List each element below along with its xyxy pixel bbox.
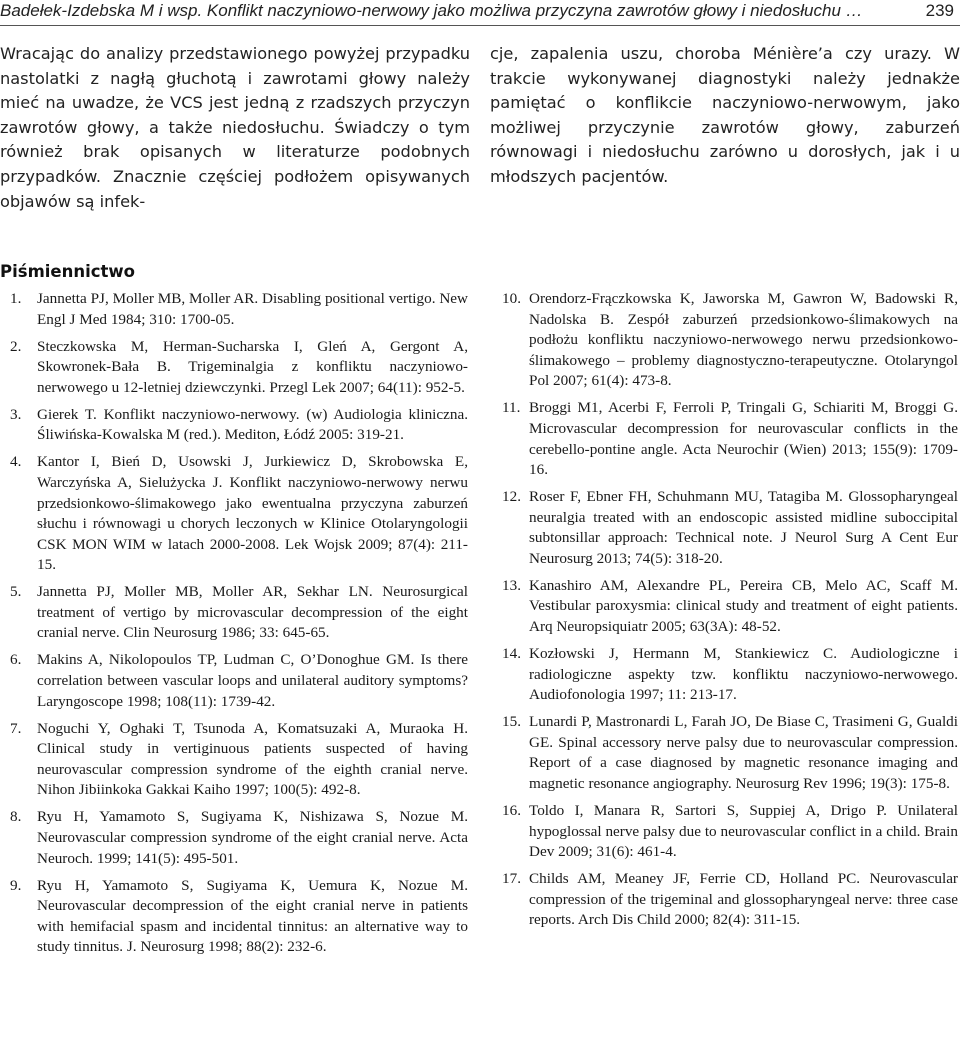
reference-number: 4. xyxy=(10,453,22,471)
header-rule xyxy=(0,25,960,26)
reference-text: Makins A, Nikolopoulos TP, Ludman C, O’Donoghue GM. Is there correlation between vascular loops and unilateral auditory symptoms? Laryngoscope 1998; 108(11): 1739-42. xyxy=(37,651,468,710)
running-header xyxy=(0,0,960,26)
reference-text: Roser F, Ebner FH, Schuhmann MU, Tatagiba M. Glossopharyngeal neuralgia treated with an endoscopic assisted midline suboccipital subtonsillar approach: Technical note. J Neurol Surg A Cent Eur Neurosurg 2013; 74(5): 318-20. xyxy=(529,488,958,567)
running-header-title: Badełek-Izdebska M i wsp. Konflikt naczyniowo-nerwowy jako możliwa przyczyna zawrotów głowy i niedosłuchu … xyxy=(0,1,863,20)
reference-item xyxy=(0,807,468,869)
reference-text: Orendorz-Frączkowska K, Jaworska M, Gawron W, Badowski R, Nadolska B. Zespół zaburzeń przedsionkowo-ślimakowych na podłożu konfliktu naczyniowo-nerwowego nerwu przedsionkowo-ślimakowego – problemy diagnostyczno-terapeutyczne. Otolaryngol Pol 2007; 61(4): 473-8. xyxy=(529,290,958,390)
reference-number: 16. xyxy=(502,802,521,819)
reference-item xyxy=(0,582,468,644)
reference-number: 10. xyxy=(502,290,521,307)
reference-text: Toldo I, Manara R, Sartori S, Suppiej A, Drigo P. Unilateral hypoglossal nerve palsy due to neurovascular conflict in a child. Brain Dev 2009; 31(6): 461-4. xyxy=(529,802,958,861)
reference-item xyxy=(0,719,468,801)
reference-item xyxy=(0,650,468,712)
references-column-left xyxy=(0,289,468,964)
reference-text: Kantor I, Bień D, Usowski J, Jurkiewicz D, Skrobowska E, Warczyńska A, Sielużycka J. Konflikt naczyniowo-nerwowy nerwu przedsionkowo-ślimakowego jako ewentualna przyczyna zaburzeń słuchu i równowagi u chorych leczonych w Klinice Otolaryngologii CSK MON WIM w latach 2000-2008. Lek Wojsk 2009; 87(4): 211-15. xyxy=(37,453,468,574)
reference-item xyxy=(0,337,468,399)
reference-text: Noguchi Y, Oghaki T, Tsunoda A, Komatsuzaki A, Muraoka H. Clinical study in vertiginuous patients suspected of having neurovascular compression syndrome of the eighth cranial nerve. Nihon Jibiinkoka Gakkai Kaiho 1997; 100(5): 492-8. xyxy=(37,719,468,799)
reference-item xyxy=(492,487,958,569)
reference-text: Jannetta PJ, Moller MB, Moller AR, Sekhar LN. Neurosurgical treatment of vertigo by microvascular decompression of the eight cranial nerve. Clin Neurosurg 1986; 33: 645-65. xyxy=(37,583,468,642)
reference-number: 3. xyxy=(10,405,22,423)
reference-item xyxy=(492,398,958,480)
reference-number: 2. xyxy=(10,337,22,355)
reference-text: Childs AM, Meaney JF, Ferrie CD, Holland PC. Neurovascular compression of the trigeminal and glossopharyngeal nerve: three case reports. Arch Dis Child 2000; 82(4): 311-15. xyxy=(529,870,958,929)
reference-number: 5. xyxy=(10,583,22,601)
reference-number: 6. xyxy=(10,651,22,669)
reference-number: 13. xyxy=(502,576,521,594)
reference-text: Steczkowska M, Herman-Sucharska I, Gleń A, Gergont A, Skowronek-Bała B. Trigeminalgia z konfliktu naczyniowo-nerwowego u 12-letniej dziewczynki. Przegl Lek 2007; 64(11): 952-5. xyxy=(37,337,468,396)
reference-text: Broggi M1, Acerbi F, Ferroli P, Tringali G, Schiariti M, Broggi G. Microvascular decompression for neurovascular conflicts in the cerebello-pontine angle. Acta Neurochir (Wien) 2013; 155(9): 1709-16. xyxy=(529,399,958,479)
reference-number: 9. xyxy=(10,876,22,894)
reference-item xyxy=(492,801,958,863)
reference-number: 17. xyxy=(502,870,521,888)
reference-item xyxy=(492,712,958,794)
reference-item xyxy=(0,405,468,446)
reference-text: Kozłowski J, Hermann M, Stankiewicz C. Audiologiczne i radiologiczne aspekty tzw. konfliktu naczyniowo-nerwowego. Audiofonologia 1997; 11: 213-17. xyxy=(529,645,958,704)
body-paragraph-right: cje, zapalenia uszu, choroba Ménière’a czy urazy. W trakcie wykonywanej diagnostyki należy jednakże pamiętać o konflikcie naczyniowo-nerwowym, jako możliwej przyczynie zawrotów głowy, zaburzeń równowagi i niedosłuchu zarówno u dorosłych, jak i u młodszych pacjentów. xyxy=(490,44,960,186)
reference-number: 1. xyxy=(10,290,22,307)
reference-number: 7. xyxy=(10,719,22,737)
reference-number: 14. xyxy=(502,645,521,663)
reference-number: 15. xyxy=(502,713,521,731)
reference-item xyxy=(0,876,468,958)
reference-text: Kanashiro AM, Alexandre PL, Pereira CB, Melo AC, Scaff M. Vestibular paroxysmia: clinical study and treatment of eight patients. Arq Neuropsiquiatr 2005; 63(3A): 48-52. xyxy=(529,576,958,636)
reference-item xyxy=(492,576,958,638)
reference-item xyxy=(0,289,468,330)
page-number: 239 xyxy=(925,1,954,20)
reference-text: Lunardi P, Mastronardi L, Farah JO, De Biase C, Trasimeni G, Gualdi GE. Spinal accessory nerve palsy due to neurovascular compression. Report of a case diagnosed by magnetic resonance imaging and magnetic resonance angiography. Neurosurg Rev 1996; 19(3): 175-8. xyxy=(529,713,958,793)
reference-number: 8. xyxy=(10,808,22,826)
reference-number: 11. xyxy=(502,399,521,417)
reference-text: Gierek T. Konflikt naczyniowo-nerwowy. (w) Audiologia kliniczna. Śliwińska-Kowalska M (red.). Mediton, Łódź 2005: 319-21. xyxy=(37,405,468,444)
reference-item xyxy=(492,644,958,706)
reference-item xyxy=(0,452,468,576)
reference-item xyxy=(492,289,958,392)
reference-text: Ryu H, Yamamoto S, Sugiyama K, Uemura K, Nozue M. Neurovascular decompression of the eight cranial nerve in patients with hemifacial spasm and incidental tinnitus: an alternative way to study tinnitus. J. Neurosurg 1998; 88(2): 232-6. xyxy=(37,876,468,956)
reference-text: Ryu H, Yamamoto S, Sugiyama K, Nishizawa S, Nozue M. Neurovascular compression syndrome of the eight cranial nerve. Acta Neuroch. 1999; 141(5): 495-501. xyxy=(37,808,468,867)
reference-item xyxy=(492,869,958,931)
reference-number: 12. xyxy=(502,488,521,506)
reference-text: Jannetta PJ, Moller MB, Moller AR. Disabling positional vertigo. New Engl J Med 1984; 310: 1700-05. xyxy=(37,290,468,328)
body-paragraph-left: Wracając do analizy przedstawionego powyżej przypadku nastolatki z nagłą głuchotą i zawrotami głowy należy mieć na uwadze, że VCS jest jedną z rzadszych przyczyn zawrotów głowy, a także niedosłuchu. Świadczy o tym również brak opisanych w literaturze podobnych przypadków. Znacznie częściej podłożem opisywanych objawów są infek- xyxy=(0,44,470,211)
references-column-right xyxy=(492,289,958,937)
references-heading: Piśmiennictwo xyxy=(0,262,136,281)
